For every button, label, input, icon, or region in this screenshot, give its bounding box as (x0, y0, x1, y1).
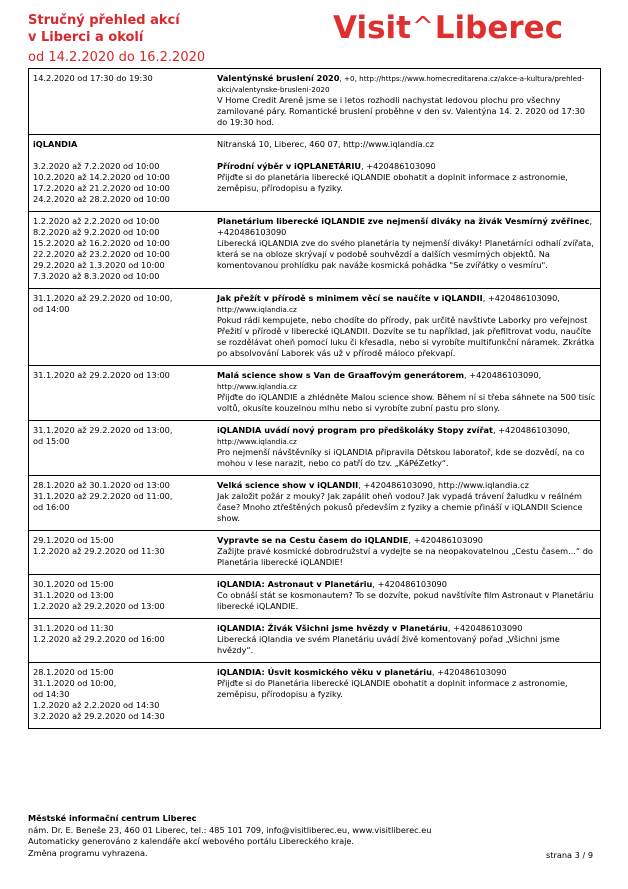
event-date: 17.2.2020 až 21.2.2020 od 10:00 (33, 183, 170, 193)
event-dates-cell (29, 575, 214, 619)
event-row (29, 531, 601, 575)
event-title: Vypravte se na Cestu časem do iQLANDIE (217, 535, 409, 545)
visitliberec-logo (333, 10, 563, 46)
event-row (29, 212, 601, 289)
venue-name: iQLANDIA (33, 139, 78, 149)
event-title: iQLANDIA: Živák Všichni jsme hvězdy v Planetáriu (217, 623, 448, 633)
event-heading (217, 216, 596, 238)
event-date: 29.1.2020 od 15:00 (33, 535, 114, 545)
event-description: Přijďte do iQLANDIE a zhlédněte Malou science show. Během ní si třeba sáhnete na 500 tisíc voltů, okusíte kouzelnou mlhu nebo si vyrobíte zubní pastu pro slony. (217, 392, 596, 413)
event-info: , +420486103090 (372, 579, 447, 589)
event-content-cell (213, 421, 601, 476)
event-dates-cell (29, 135, 214, 212)
event-date: 1.2.2020 až 29.2.2020 od 13:00 (33, 601, 165, 611)
event-heading (217, 370, 596, 381)
event-dates-cell (29, 531, 214, 575)
event-content-cell (213, 575, 601, 619)
event-row (29, 663, 601, 729)
page-number: strana 3 / 9 (546, 850, 594, 860)
event-date: 1.2.2020 až 29.2.2020 od 11:30 (33, 546, 165, 556)
events-table (28, 68, 601, 729)
event-date: od 14:00 (33, 304, 70, 314)
event-row (29, 575, 601, 619)
event-title: Jak přežít v přírodě s minimem věcí se naučíte v iQLANDII (217, 293, 483, 303)
event-content-cell (213, 289, 601, 366)
event-row (29, 289, 601, 366)
event-heading (217, 425, 596, 436)
event-content-cell (213, 476, 601, 531)
event-dates-cell (29, 366, 214, 421)
title-line-2: v Liberci a okolí (28, 30, 144, 45)
event-description: Přijďte si do planetária liberecké iQLANDIE obohatit a doplnit informace z astronomie, zeměpisu, přírodopisu a fyziky. (217, 172, 568, 193)
event-row (29, 476, 601, 531)
footer-auto-note: Automaticky generováno z kalendáře akcí webového portálu Libereckého kraje. (28, 836, 355, 846)
event-description: Pokud rádi kempujete, nebo chodíte do přírody, pak určitě navštivte Laborky pro veřejnost Přežití v přírodě v liberecké iQLANDII. Dozvíte se tu například, jak přefiltrovat vodu, naučíte se rozdělávat oheň pomocí luku či křesadla, nebo si vyrobíte multifunkční náramek. Zkrátka po absolvování Laborek vás už v přírodě máloco překvapí. (217, 315, 595, 358)
event-row (29, 619, 601, 663)
footer-org: Městské informační centrum Liberec (28, 813, 197, 823)
event-info: , +0, http://https://www.homecreditarena.cz/akce-a-kultura/prehled-akci/valentynske-brusleni-2020 (217, 74, 585, 94)
event-date: 24.2.2020 až 28.2.2020 od 10:00 (33, 194, 170, 204)
spacer (217, 150, 596, 161)
logo-text-visit: Visit (333, 10, 411, 46)
event-content-cell (213, 619, 601, 663)
logo-caret: ^ (411, 12, 434, 42)
event-date: 31.1.2020 od 11:30 (33, 623, 114, 633)
event-description: Přijďte si do Planetária liberecké iQLANDIE obohatit a doplnit informace z astronomie, zeměpisu, přírodopisu a fyziky. (217, 678, 568, 699)
event-content-cell (213, 212, 601, 289)
event-info: , +420486103090 (408, 535, 483, 545)
event-date: 28.1.2020 až 30.1.2020 od 13:00 (33, 480, 170, 490)
event-info: , +420486103090, (492, 425, 571, 435)
event-title: Velká science show v iQLANDII (217, 480, 359, 490)
event-date: 31.1.2020 až 29.2.2020 od 10:00, (33, 293, 173, 303)
event-date: 31.1.2020 od 13:00 (33, 590, 114, 600)
event-date: 1.2.2020 až 29.2.2020 od 16:00 (33, 634, 165, 644)
event-info: , +420486103090, (482, 293, 560, 303)
date-range: od 14.2.2020 do 16.2.2020 (28, 50, 206, 65)
event-date: 31.1.2020 až 29.2.2020 od 13:00 (33, 370, 170, 380)
event-date: 14.2.2020 od 17:30 do 19:30 (33, 73, 153, 83)
event-heading (217, 667, 596, 678)
event-description: Liberecká iQLANDIA zve do svého planetária ty nejmenší diváky! Planetárníci odhalí zvířata, která se na obloze skrývají v podobě souhvězdí a dalších vesmírných objektů. Na komentovanou prohlídku pak naváže kosmická pohádka "Se zvířátky o vesmíru". (217, 238, 594, 270)
event-info: , +420486103090 (361, 161, 436, 171)
event-date: 28.1.2020 od 15:00 (33, 667, 114, 677)
venue-address: Nitranská 10, Liberec, 460 07, http://www.iqlandia.cz (217, 139, 435, 149)
event-description: Liberecká iQlandia ve svém Planetáriu uvádí živě komentovaný pořad „Všichni jsme hvězdy“. (217, 634, 560, 655)
event-info: , +420486103090, (464, 370, 542, 380)
event-dates-cell (29, 421, 214, 476)
event-description: V Home Credit Areně jsme se i letos rozhodli nachystat ledovou plochu pro všechny zamilované páry. Romantické bruslení proběhne v den sv. Valentýna 14. 2. 2020 od 17:30 do 19:30 hod. (217, 95, 586, 127)
event-heading (217, 579, 596, 590)
event-dates-cell (29, 212, 214, 289)
event-title: Planetárium liberecké iQLANDIE zve nejmenší diváky na živák Vesmírný zvěřinec (217, 216, 590, 226)
event-date: od 16:00 (33, 502, 70, 512)
event-row (29, 135, 601, 212)
event-date: 1.2.2020 až 2.2.2020 od 10:00 (33, 216, 160, 226)
event-title: iQLANDIA uvádí nový program pro předškoláky Stopy zvířat (217, 425, 493, 435)
event-dates-cell (29, 663, 214, 729)
event-description: Co obnáší stát se kosmonautem? To se dozvíte, pokud navštívíte film Astronaut v Planetáriu liberecké iQLANDIE. (217, 590, 594, 611)
event-heading (217, 161, 596, 172)
event-heading (217, 535, 596, 546)
event-date: 30.1.2020 od 15:00 (33, 579, 114, 589)
event-title: Malá science show s Van de Graaffovým generátorem (217, 370, 464, 380)
event-info: , +420486103090, http://www.iqlandia.cz (358, 480, 529, 490)
event-date: 29.2.2020 až 1.3.2020 od 10:00 (33, 260, 165, 270)
event-title: Přírodní výběr v iQPLANETÁRIU (217, 161, 362, 171)
event-content-cell (213, 69, 601, 135)
event-date: 15.2.2020 až 16.2.2020 od 10:00 (33, 238, 170, 248)
event-info: , +420486103090 (431, 667, 507, 677)
event-date: 31.1.2020 až 29.2.2020 od 13:00, (33, 425, 173, 435)
event-date: 31.1.2020 od 10:00, (33, 678, 117, 688)
event-description: Zažijte pravé kosmické dobrodružství a vydejte se na neopakovatelnou „Cestu časem...“ do Planetária liberecké iQLANDIE! (217, 546, 593, 567)
event-content-cell (213, 663, 601, 729)
logo-text-liberec: Liberec (434, 10, 564, 46)
event-heading (217, 293, 596, 304)
event-url: http://www.iqlandia.cz (217, 305, 297, 314)
event-dates-cell (29, 289, 214, 366)
event-dates-cell (29, 476, 214, 531)
event-date: 8.2.2020 až 9.2.2020 od 10:00 (33, 227, 160, 237)
event-url: http://www.iqlandia.cz (217, 382, 297, 391)
event-heading (217, 623, 596, 634)
event-date: 7.3.2020 až 8.3.2020 od 10:00 (33, 271, 160, 281)
event-row (29, 69, 601, 135)
event-info: , +420486103090 (217, 216, 593, 237)
event-date: 31.1.2020 až 29.2.2020 od 11:00, (33, 491, 173, 501)
footer (28, 813, 431, 859)
footer-change-note: Změna programu vyhrazena. (28, 847, 148, 858)
event-date: 3.2.2020 až 29.2.2020 od 14:30 (33, 711, 165, 721)
event-row (29, 421, 601, 476)
event-row (29, 366, 601, 421)
event-content-cell (213, 135, 601, 212)
event-date: od 14:30 (33, 689, 70, 699)
event-description: Jak založit požár z mouky? Jak zapálit oheň vodou? Jak vypadá trávení žaludku v reálném čase? Mnoho ztřeštěných pokusů především z fyziky a chemie přináší v iQLANDII Science show. (217, 491, 583, 523)
event-date: 3.2.2020 až 7.2.2020 od 10:00 (33, 161, 160, 171)
event-title: iQLANDIA: Úsvit kosmického věku v planetáriu (217, 667, 432, 677)
event-description: Pro nejmenší návštěvníky si iQLANDIA připravila Dětskou laboratoř, kde se dozvědí, na co mohou v lese narazit, nebo co patří do tzv. „KáPéZetky“. (217, 447, 585, 468)
event-info: , +420486103090 (447, 623, 523, 633)
footer-address: nám. Dr. E. Beneše 23, 460 01 Liberec, tel.: 485 101 709, info@visitliberec.eu, www.visitliberec.eu (28, 824, 432, 835)
event-title: Valentýnské bruslení 2020 (217, 73, 340, 83)
title-line-1: Stručný přehled akcí (28, 13, 180, 28)
event-date: 1.2.2020 až 2.2.2020 od 14:30 (33, 700, 160, 710)
event-date: 10.2.2020 až 14.2.2020 od 10:00 (33, 172, 170, 182)
event-url: http://www.iqlandia.cz (217, 437, 297, 446)
event-title: iQLANDIA: Astronaut v Planetáriu (217, 579, 373, 589)
document-title (28, 12, 180, 46)
event-date: 22.2.2020 až 23.2.2020 od 10:00 (33, 249, 170, 259)
event-content-cell (213, 366, 601, 421)
event-content-cell (213, 531, 601, 575)
event-date: od 15:00 (33, 436, 70, 446)
event-heading (217, 480, 596, 491)
event-dates-cell (29, 619, 214, 663)
event-heading (217, 73, 596, 95)
event-dates-cell (29, 69, 214, 135)
spacer (33, 150, 209, 161)
